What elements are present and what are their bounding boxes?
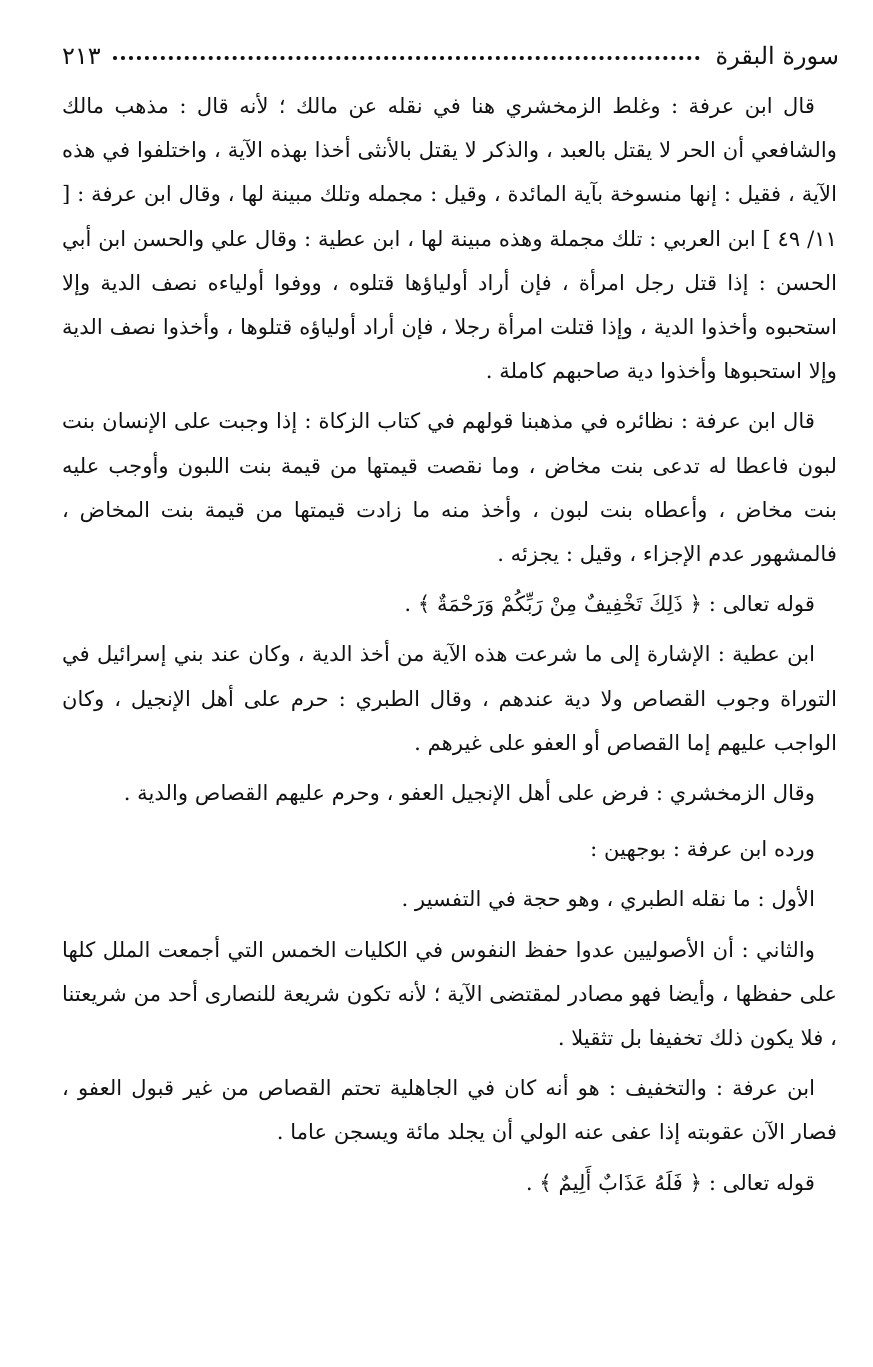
paragraph-zakat-analogy: قال ابن عرفة : نظائره في مذهبنا قولهم في كتاب الزكاة : إذا وجبت على الإنسان بنت لبون فاعطا له تدعى بنت مخاض ، وما نقصت قيمتها من قيمة بنت اللبون وأوجب عليه بنت مخاض ، وأعطاه بنت لبون ، وأخذ منه ما زادت قيمتها من قيمة بنت المخاض ، فالمشهور عدم الإجزاء ، وقيل : يجزئه . <box>62 408 837 567</box>
paragraph-takhfif-meaning: ابن عرفة : والتخفيف : هو أنه كان في الجاهلية تحتم القصاص من غير قبول العفو ، فصار الآن عقوبته إذا عفى عنه الولي أن يجلد مائة ويسجن عاما . <box>62 1075 837 1145</box>
paragraph-ibn-atiyya: ابن عطية : الإشارة إلى ما شرعت هذه الآية من أخذ الدية ، وكان عند بني إسرائيل في التوراة وجوب القصاص ولا دية عندهم ، وقال الطبري : حرم على أهل الإنجيل ، وكان الواجب عليهم إما القصاص أو العفو على غيرهم . <box>62 641 837 755</box>
page-number: ٢١٣ <box>62 42 101 70</box>
surah-title: سورة البقرة <box>715 42 839 70</box>
paragraph-zamakhshari: وقال الزمخشري : فرض على أهل الإنجيل العفو ، وحرم عليهم القصاص والدية . <box>123 780 815 806</box>
page-header <box>62 36 839 76</box>
paragraph-ibn-arafa-zamakhshari: قال ابن عرفة : وغلط الزمخشري هنا في نقله عن مالك ؛ لأنه قال : مذهب مالك والشافعي أن الحر لا يقتل بالعبد ، والذكر لا يقتل بالأنثى أخذا بهذه الآية ، واختلفوا في هذه الآية ، فقيل : إنها منسوخة بآية المائدة ، وقيل : مجمله وتلك مبينة لها ، وقال ابن عرفة : [ ١١/ ٤٩ ] ابن العربي : تلك مجملة وهذه مبينة لها ، ابن عطية : وقال علي والحسن ابن أبي الحسن : إذا قتل رجل امرأة ، فإن أراد أولياؤها قتلوه ، ووفوا أولياءه نصف الدية وإلا استحبوه وأخذوا الدية ، وإذا قتلت امرأة رجلا ، فإن أراد أولياؤه قتلوها ، وأخذوا نصف الدية وإلا استحبوها وأخذوا دية صاحبهم كاملة . <box>62 93 837 384</box>
page-body <box>62 84 837 1205</box>
paragraph-refutation-intro: ورده ابن عرفة : بوجهين : <box>590 836 815 862</box>
paragraph-second-reason: والثاني : أن الأصوليين عدوا حفظ النفوس في الكليات الخمس التي أجمعت الملل كلها على حفظها ، وأيضا فهو مصادر لمقتضى الآية ؛ لأنه تكون شريعة للنصارى أحد من شريعتنا ، فلا يكون ذلك تخفيفا بل تثقيلا . <box>62 936 837 1051</box>
paragraph-verse-adhab: قوله تعالى : ﴿ فَلَهُ عَذَابٌ أَلِيمٌ ﴾ . <box>525 1169 815 1195</box>
header-dotted-rule <box>113 56 700 60</box>
paragraph-verse-takhfif: قوله تعالى : ﴿ ذَلِكَ تَخْفِيفٌ مِنْ رَبِّكُمْ وَرَحْمَةٌ ﴾ . <box>404 591 815 617</box>
paragraph-first-reason: الأول : ما نقله الطبري ، وهو حجة في التفسير . <box>401 886 815 912</box>
